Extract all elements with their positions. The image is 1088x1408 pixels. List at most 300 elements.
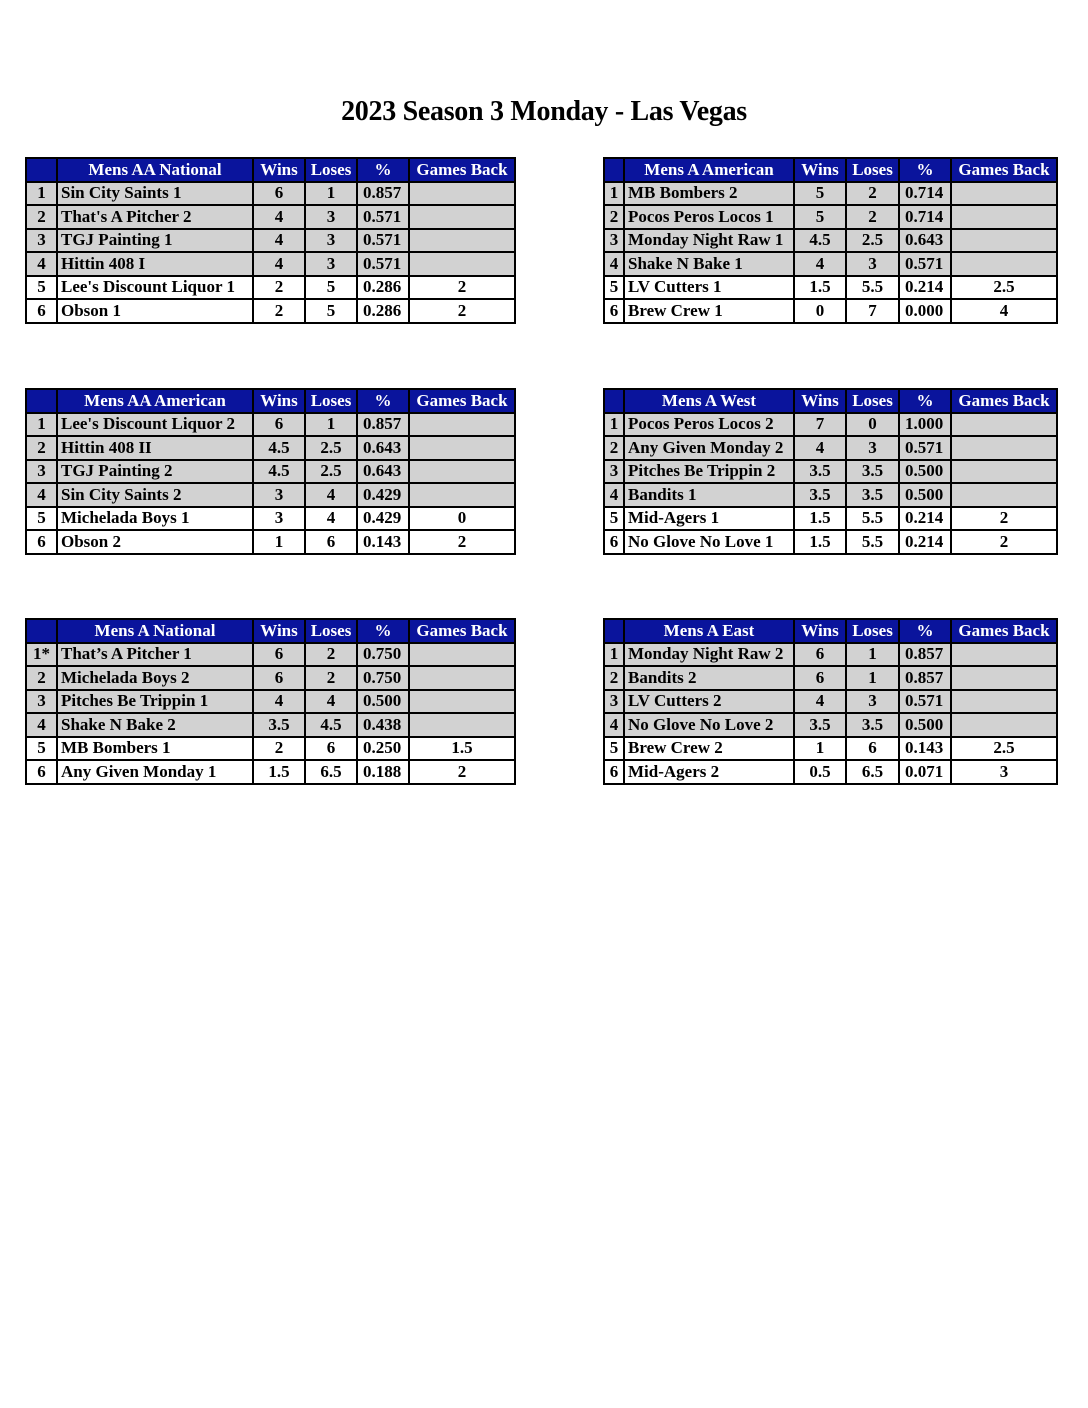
wins-cell: 6	[794, 643, 846, 667]
loses-cell: 3	[305, 205, 357, 229]
games-back-header: Games Back	[409, 619, 515, 643]
table-row	[26, 507, 515, 531]
team-name-cell: Brew Crew 2	[624, 737, 794, 761]
team-name-cell: Pitches Be Trippin 2	[624, 460, 794, 484]
pct-cell: 0.188	[357, 760, 409, 784]
pct-cell: 0.429	[357, 483, 409, 507]
pct-cell: 0.571	[357, 229, 409, 253]
rank-cell: 2	[604, 436, 624, 460]
pct-cell: 0.214	[899, 530, 951, 554]
team-name-cell: Michelada Boys 2	[57, 666, 253, 690]
games-back-cell	[951, 229, 1057, 253]
loses-cell: 6	[305, 737, 357, 761]
pct-cell: 0.857	[357, 182, 409, 206]
games-back-cell: 2	[951, 530, 1057, 554]
pct-cell: 0.438	[357, 713, 409, 737]
division-name: Mens A National	[57, 619, 253, 643]
table-row	[604, 690, 1057, 714]
games-back-cell: 3	[951, 760, 1057, 784]
loses-cell: 4	[305, 507, 357, 531]
wins-cell: 1.5	[253, 760, 305, 784]
wins-cell: 4.5	[794, 229, 846, 253]
pct-cell: 0.643	[899, 229, 951, 253]
rank-cell: 3	[604, 460, 624, 484]
loses-header: Loses	[305, 389, 357, 413]
team-name-cell: Hittin 408 II	[57, 436, 253, 460]
team-name-cell: Monday Night Raw 1	[624, 229, 794, 253]
table-row	[26, 276, 515, 300]
wins-cell: 4	[794, 690, 846, 714]
pct-cell: 0.571	[357, 252, 409, 276]
table-row	[26, 413, 515, 437]
table-row	[26, 737, 515, 761]
team-name-cell: Lee's Discount Liquor 2	[57, 413, 253, 437]
wins-cell: 6	[253, 643, 305, 667]
loses-cell: 5	[305, 276, 357, 300]
loses-cell: 4	[305, 483, 357, 507]
games-back-cell	[951, 413, 1057, 437]
team-name-cell: Pocos Peros Locos 1	[624, 205, 794, 229]
team-name-cell: No Glove No Love 2	[624, 713, 794, 737]
rank-cell: 5	[26, 276, 57, 300]
rank-cell: 1	[26, 413, 57, 437]
games-back-cell	[409, 483, 515, 507]
team-name-cell: Pitches Be Trippin 1	[57, 690, 253, 714]
loses-cell: 5	[305, 299, 357, 323]
table-header-row	[604, 619, 1057, 643]
team-name-cell: Any Given Monday 1	[57, 760, 253, 784]
rank-cell: 6	[604, 760, 624, 784]
loses-cell: 2	[305, 643, 357, 667]
wins-header: Wins	[253, 389, 305, 413]
rank-cell: 2	[26, 436, 57, 460]
rank-cell: 1	[26, 182, 57, 206]
pct-cell: 0.250	[357, 737, 409, 761]
loses-cell: 5.5	[846, 507, 899, 531]
loses-cell: 0	[846, 413, 899, 437]
team-name-cell: TGJ Painting 2	[57, 460, 253, 484]
games-back-cell	[409, 252, 515, 276]
rank-cell: 3	[26, 460, 57, 484]
loses-cell: 3	[846, 252, 899, 276]
rank-header	[26, 158, 57, 182]
pct-cell: 0.429	[357, 507, 409, 531]
pct-header: %	[899, 619, 951, 643]
pct-header: %	[357, 619, 409, 643]
pct-cell: 0.571	[899, 252, 951, 276]
table-row	[604, 530, 1057, 554]
team-name-cell: Any Given Monday 2	[624, 436, 794, 460]
team-name-cell: Mid-Agers 1	[624, 507, 794, 531]
team-name-cell: Obson 1	[57, 299, 253, 323]
table-row	[604, 643, 1057, 667]
wins-header: Wins	[253, 619, 305, 643]
wins-cell: 4	[253, 690, 305, 714]
pct-cell: 0.500	[899, 460, 951, 484]
pct-cell: 0.750	[357, 643, 409, 667]
table-row	[26, 483, 515, 507]
wins-cell: 3.5	[794, 460, 846, 484]
wins-cell: 5	[794, 182, 846, 206]
rank-header	[604, 619, 624, 643]
rank-cell: 6	[604, 299, 624, 323]
loses-cell: 6	[846, 737, 899, 761]
table-row	[604, 737, 1057, 761]
team-name-cell: Sin City Saints 1	[57, 182, 253, 206]
wins-cell: 3	[253, 483, 305, 507]
games-back-header: Games Back	[951, 619, 1057, 643]
pct-cell: 0.571	[899, 690, 951, 714]
games-back-cell	[951, 205, 1057, 229]
games-back-cell	[951, 666, 1057, 690]
pct-cell: 0.071	[899, 760, 951, 784]
loses-cell: 2.5	[305, 436, 357, 460]
team-name-cell: Michelada Boys 1	[57, 507, 253, 531]
rank-cell: 2	[604, 666, 624, 690]
table-row	[26, 436, 515, 460]
rank-cell: 1	[604, 643, 624, 667]
rank-cell: 1*	[26, 643, 57, 667]
division-name: Mens A East	[624, 619, 794, 643]
games-back-cell	[409, 666, 515, 690]
wins-cell: 1	[794, 737, 846, 761]
wins-cell: 4.5	[253, 436, 305, 460]
table-row	[604, 299, 1057, 323]
loses-cell: 4.5	[305, 713, 357, 737]
games-back-cell	[409, 229, 515, 253]
rank-cell: 3	[26, 229, 57, 253]
wins-header: Wins	[794, 158, 846, 182]
games-back-cell: 1.5	[409, 737, 515, 761]
wins-cell: 3.5	[794, 713, 846, 737]
table-row	[604, 760, 1057, 784]
standings-table	[25, 157, 516, 324]
table-row	[26, 460, 515, 484]
team-name-cell: Bandits 1	[624, 483, 794, 507]
wins-cell: 4	[794, 252, 846, 276]
pct-cell: 0.857	[357, 413, 409, 437]
games-back-cell: 2.5	[951, 737, 1057, 761]
table-row	[26, 530, 515, 554]
rank-header	[604, 158, 624, 182]
division-name: Mens AA American	[57, 389, 253, 413]
table-row	[604, 205, 1057, 229]
loses-cell: 4	[305, 690, 357, 714]
games-back-cell: 2.5	[951, 276, 1057, 300]
loses-header: Loses	[305, 619, 357, 643]
table-row	[604, 229, 1057, 253]
standings-table	[25, 618, 516, 785]
standings-table	[25, 388, 516, 555]
loses-cell: 3.5	[846, 713, 899, 737]
team-name-cell: That's A Pitcher 2	[57, 205, 253, 229]
loses-header: Loses	[846, 158, 899, 182]
table-header-row	[26, 619, 515, 643]
games-back-cell: 0	[409, 507, 515, 531]
wins-cell: 2	[253, 737, 305, 761]
rank-cell: 4	[26, 713, 57, 737]
table-row	[26, 182, 515, 206]
games-back-header: Games Back	[409, 389, 515, 413]
loses-cell: 3	[305, 252, 357, 276]
table-row	[604, 460, 1057, 484]
loses-cell: 6	[305, 530, 357, 554]
pct-cell: 0.750	[357, 666, 409, 690]
games-back-cell	[951, 690, 1057, 714]
loses-cell: 5.5	[846, 276, 899, 300]
wins-cell: 2	[253, 299, 305, 323]
wins-cell: 5	[794, 205, 846, 229]
rank-cell: 2	[26, 666, 57, 690]
games-back-cell	[951, 483, 1057, 507]
team-name-cell: MB Bombers 2	[624, 182, 794, 206]
table-row	[26, 299, 515, 323]
rank-cell: 4	[26, 252, 57, 276]
rank-cell: 4	[26, 483, 57, 507]
standings-table	[603, 618, 1058, 785]
pct-header: %	[357, 158, 409, 182]
games-back-header: Games Back	[951, 158, 1057, 182]
games-back-cell: 2	[409, 530, 515, 554]
rank-cell: 5	[26, 737, 57, 761]
pct-cell: 0.286	[357, 276, 409, 300]
team-name-cell: MB Bombers 1	[57, 737, 253, 761]
wins-cell: 1.5	[794, 276, 846, 300]
games-back-cell	[409, 643, 515, 667]
table-row	[26, 666, 515, 690]
rank-cell: 4	[604, 483, 624, 507]
team-name-cell: Shake N Bake 1	[624, 252, 794, 276]
games-back-cell	[409, 460, 515, 484]
pct-cell: 0.500	[899, 713, 951, 737]
table-row	[26, 643, 515, 667]
team-name-cell: Sin City Saints 2	[57, 483, 253, 507]
wins-cell: 4	[253, 205, 305, 229]
games-back-cell	[409, 436, 515, 460]
standings-table	[603, 388, 1058, 555]
rank-cell: 2	[26, 205, 57, 229]
loses-cell: 1	[305, 182, 357, 206]
games-back-cell	[951, 460, 1057, 484]
pct-cell: 0.643	[357, 436, 409, 460]
wins-cell: 3.5	[794, 483, 846, 507]
pct-cell: 0.857	[899, 643, 951, 667]
table-row	[604, 666, 1057, 690]
games-back-cell	[951, 713, 1057, 737]
games-back-cell: 2	[409, 760, 515, 784]
table-header-row	[26, 158, 515, 182]
loses-cell: 3.5	[846, 483, 899, 507]
rank-cell: 1	[604, 182, 624, 206]
rank-cell: 2	[604, 205, 624, 229]
wins-cell: 3.5	[253, 713, 305, 737]
games-back-cell	[409, 713, 515, 737]
loses-cell: 3.5	[846, 460, 899, 484]
team-name-cell: TGJ Painting 1	[57, 229, 253, 253]
rank-cell: 3	[604, 229, 624, 253]
loses-cell: 2	[846, 182, 899, 206]
rank-cell: 5	[26, 507, 57, 531]
wins-cell: 2	[253, 276, 305, 300]
wins-header: Wins	[253, 158, 305, 182]
games-back-cell: 2	[951, 507, 1057, 531]
loses-cell: 2.5	[846, 229, 899, 253]
loses-cell: 6.5	[305, 760, 357, 784]
loses-cell: 2	[305, 666, 357, 690]
pct-cell: 0.857	[899, 666, 951, 690]
rank-cell: 3	[26, 690, 57, 714]
pct-cell: 0.000	[899, 299, 951, 323]
wins-cell: 1.5	[794, 530, 846, 554]
rank-header	[604, 389, 624, 413]
wins-cell: 3	[253, 507, 305, 531]
loses-cell: 2	[846, 205, 899, 229]
pct-cell: 0.643	[357, 460, 409, 484]
games-back-cell	[409, 182, 515, 206]
page-title: 2023 Season 3 Monday - Las Vegas	[341, 96, 747, 127]
pct-header: %	[357, 389, 409, 413]
pct-cell: 1.000	[899, 413, 951, 437]
table-row	[26, 229, 515, 253]
pct-cell: 0.286	[357, 299, 409, 323]
team-name-cell: No Glove No Love 1	[624, 530, 794, 554]
loses-header: Loses	[846, 389, 899, 413]
wins-cell: 4.5	[253, 460, 305, 484]
team-name-cell: Lee's Discount Liquor 1	[57, 276, 253, 300]
rank-cell: 1	[604, 413, 624, 437]
loses-cell: 5.5	[846, 530, 899, 554]
wins-cell: 4	[253, 252, 305, 276]
rank-header	[26, 389, 57, 413]
games-back-header: Games Back	[409, 158, 515, 182]
games-back-header: Games Back	[951, 389, 1057, 413]
table-row	[604, 276, 1057, 300]
loses-cell: 1	[305, 413, 357, 437]
rank-cell: 4	[604, 252, 624, 276]
table-row	[604, 252, 1057, 276]
team-name-cell: Pocos Peros Locos 2	[624, 413, 794, 437]
team-name-cell: Shake N Bake 2	[57, 713, 253, 737]
games-back-cell	[951, 252, 1057, 276]
rank-cell: 6	[26, 299, 57, 323]
games-back-cell: 2	[409, 276, 515, 300]
wins-cell: 6	[253, 666, 305, 690]
pct-cell: 0.500	[357, 690, 409, 714]
wins-cell: 6	[253, 182, 305, 206]
team-name-cell: Brew Crew 1	[624, 299, 794, 323]
rank-cell: 6	[604, 530, 624, 554]
division-name: Mens A American	[624, 158, 794, 182]
team-name-cell: Mid-Agers 2	[624, 760, 794, 784]
team-name-cell: Obson 2	[57, 530, 253, 554]
team-name-cell: Hittin 408 I	[57, 252, 253, 276]
rank-cell: 5	[604, 276, 624, 300]
division-name: Mens A West	[624, 389, 794, 413]
table-row	[604, 182, 1057, 206]
table-header-row	[26, 389, 515, 413]
table-row	[26, 690, 515, 714]
wins-cell: 0.5	[794, 760, 846, 784]
table-row	[26, 713, 515, 737]
rank-cell: 5	[604, 507, 624, 531]
wins-cell: 7	[794, 413, 846, 437]
loses-cell: 1	[846, 643, 899, 667]
table-row	[26, 205, 515, 229]
team-name-cell: Bandits 2	[624, 666, 794, 690]
loses-cell: 1	[846, 666, 899, 690]
pct-header: %	[899, 389, 951, 413]
rank-cell: 6	[26, 760, 57, 784]
wins-cell: 6	[253, 413, 305, 437]
games-back-cell	[409, 413, 515, 437]
pct-cell: 0.143	[899, 737, 951, 761]
table-row	[604, 483, 1057, 507]
division-name: Mens AA National	[57, 158, 253, 182]
table-row	[604, 507, 1057, 531]
wins-header: Wins	[794, 619, 846, 643]
pct-cell: 0.500	[899, 483, 951, 507]
team-name-cell: That’s A Pitcher 1	[57, 643, 253, 667]
wins-cell: 4	[253, 229, 305, 253]
table-row	[604, 413, 1057, 437]
games-back-cell	[951, 643, 1057, 667]
table-header-row	[604, 158, 1057, 182]
table-row	[604, 436, 1057, 460]
loses-header: Loses	[846, 619, 899, 643]
wins-cell: 0	[794, 299, 846, 323]
rank-cell: 4	[604, 713, 624, 737]
rank-header	[26, 619, 57, 643]
rank-cell: 6	[26, 530, 57, 554]
team-name-cell: Monday Night Raw 2	[624, 643, 794, 667]
table-header-row	[604, 389, 1057, 413]
pct-cell: 0.714	[899, 182, 951, 206]
games-back-cell	[951, 436, 1057, 460]
games-back-cell	[409, 690, 515, 714]
standings-table	[603, 157, 1058, 324]
games-back-cell: 4	[951, 299, 1057, 323]
rank-cell: 3	[604, 690, 624, 714]
pct-header: %	[899, 158, 951, 182]
loses-cell: 7	[846, 299, 899, 323]
table-row	[26, 760, 515, 784]
pct-cell: 0.143	[357, 530, 409, 554]
loses-cell: 3	[846, 690, 899, 714]
rank-cell: 5	[604, 737, 624, 761]
wins-header: Wins	[794, 389, 846, 413]
table-row	[26, 252, 515, 276]
loses-cell: 3	[305, 229, 357, 253]
team-name-cell: LV Cutters 1	[624, 276, 794, 300]
wins-cell: 6	[794, 666, 846, 690]
pct-cell: 0.571	[357, 205, 409, 229]
wins-cell: 4	[794, 436, 846, 460]
wins-cell: 1	[253, 530, 305, 554]
pct-cell: 0.214	[899, 276, 951, 300]
pct-cell: 0.714	[899, 205, 951, 229]
loses-cell: 6.5	[846, 760, 899, 784]
pct-cell: 0.571	[899, 436, 951, 460]
loses-header: Loses	[305, 158, 357, 182]
wins-cell: 1.5	[794, 507, 846, 531]
games-back-cell	[951, 182, 1057, 206]
table-row	[604, 713, 1057, 737]
pct-cell: 0.214	[899, 507, 951, 531]
team-name-cell: LV Cutters 2	[624, 690, 794, 714]
games-back-cell	[409, 205, 515, 229]
loses-cell: 2.5	[305, 460, 357, 484]
games-back-cell: 2	[409, 299, 515, 323]
